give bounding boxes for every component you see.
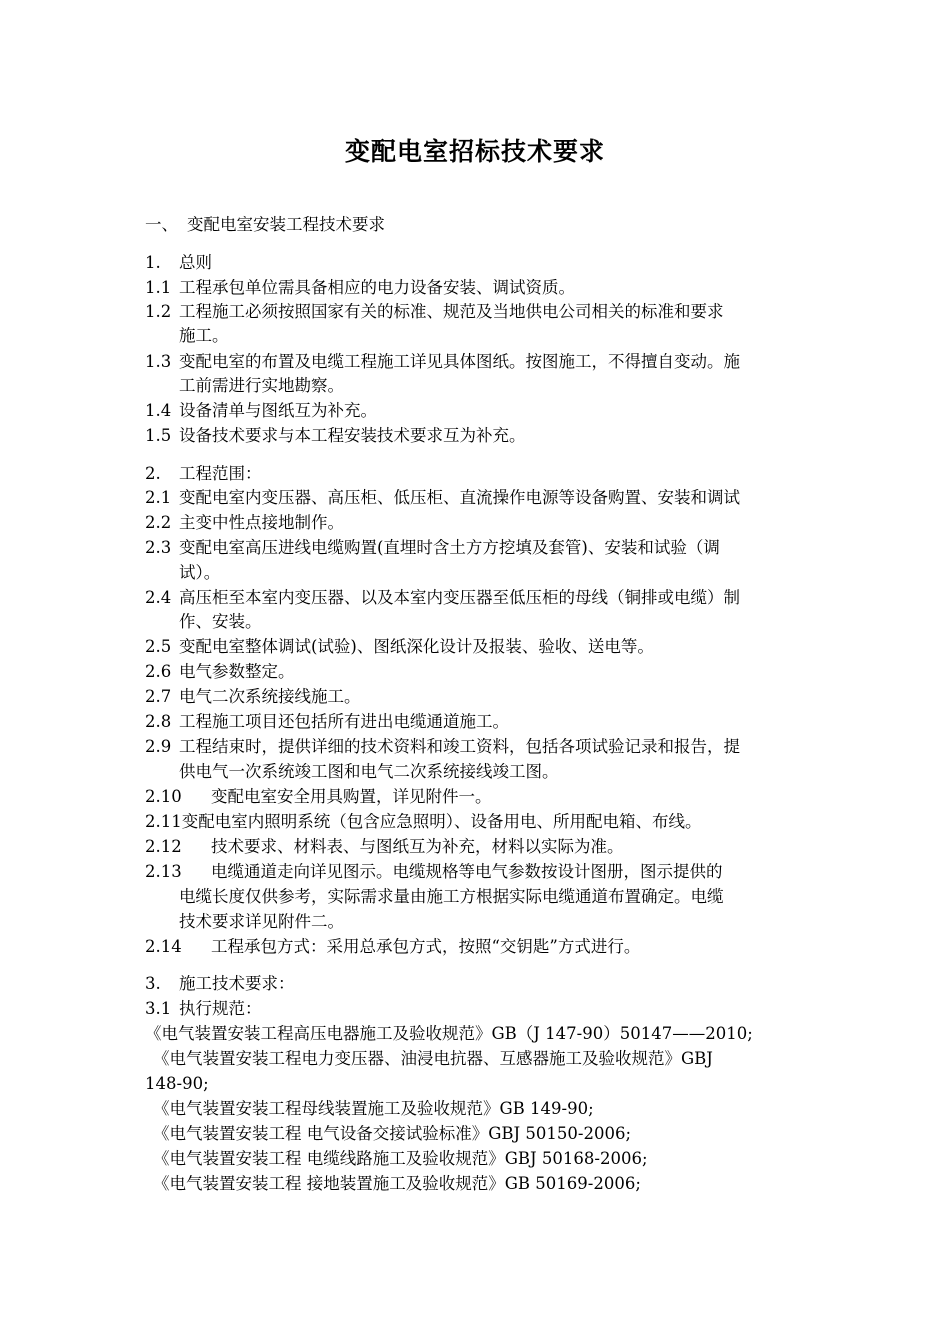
list-item: 2.10 变配电室安全用具购置，详见附件一。 xyxy=(145,787,492,806)
list-item-continuation: 施工。 xyxy=(179,326,229,345)
section-heading xyxy=(145,213,385,237)
list-item: 2.12 技术要求、材料表、与图纸互为补充，材料以实际为准。 xyxy=(145,837,624,856)
list-item: 1.1 工程承包单位需具备相应的电力设备安装、调试资质。 xyxy=(145,278,575,297)
section-title: 变配电室安装工程技术要求 xyxy=(187,215,385,234)
list-item: 1.2 工程施工必须按照国家有关的标准、规范及当地供电公司相关的标准和要求 xyxy=(145,302,724,321)
subsection-title: 工程范围： xyxy=(179,464,262,483)
list-item-continuation: 工前需进行实地勘察。 xyxy=(179,376,344,395)
list-item-continuation: 供电气一次系统竣工图和电气二次系统接线竣工图。 xyxy=(179,762,559,781)
list-item: 3.1 执行规范： xyxy=(145,999,262,1018)
subsection-title: 总则 xyxy=(179,253,212,272)
subsection-number: 2. xyxy=(145,464,161,483)
list-item-continuation: 试）。 xyxy=(179,563,221,582)
subsection-number: 1. xyxy=(145,253,161,272)
subsection-title: 施工技术要求： xyxy=(179,974,295,993)
list-item: 1.3 变配电室的布置及电缆工程施工详见具体图纸。按图施工，不得擅自变动。施 xyxy=(145,352,740,371)
subsection-heading xyxy=(145,462,262,486)
standard-reference: 《电气装置安装工程电力变压器、油浸电抗器、互感器施工及验收规范》GBJ xyxy=(153,1049,713,1068)
subsection-heading xyxy=(145,251,212,275)
list-item: 2.7 电气二次系统接线施工。 xyxy=(145,687,361,706)
standard-reference: 《电气装置安装工程母线装置施工及验收规范》GB 149-90; xyxy=(153,1099,594,1118)
page-title: 变配电室招标技术要求 xyxy=(344,137,605,166)
list-item: 1.4 设备清单与图纸互为补充。 xyxy=(145,401,377,420)
list-item: 2.4 高压柜至本室内变压器、以及本室内变压器至低压柜的母线（铜排或电缆）制 xyxy=(145,588,740,607)
list-item: 2.6 电气参数整定。 xyxy=(145,662,295,681)
subsection-heading xyxy=(145,972,295,996)
list-item: 2.3 变配电室高压进线电缆购置(直埋时含土方方挖填及套管)、安装和试验（调 xyxy=(145,538,720,557)
list-item: 2.1 变配电室内变压器、高压柜、低压柜、直流操作电源等设备购置、安装和调试 xyxy=(145,488,740,507)
standard-reference: 《电气装置安装工程 电缆线路施工及验收规范》GBJ 50168-2006; xyxy=(153,1149,648,1168)
standard-reference: 《电气装置安装工程 接地装置施工及验收规范》GB 50169-2006; xyxy=(153,1174,641,1193)
list-item: 2.13 电缆通道走向详见图示。电缆规格等电气参数按设计图册，图示提供的 xyxy=(145,862,723,881)
list-item: 2.14 工程承包方式：采用总承包方式，按照“交钥匙”方式进行。 xyxy=(145,937,641,956)
list-item: 1.5 设备技术要求与本工程安装技术要求互为补充。 xyxy=(145,426,526,445)
list-item: 2.8 工程施工项目还包括所有进出电缆通道施工。 xyxy=(145,712,509,731)
list-item-continuation: 电缆长度仅供参考，实际需求量由施工方根据实际电缆通道布置确定。电缆 xyxy=(179,887,724,906)
list-item: 2.11变配电室内照明系统（包含应急照明）、设备用电、所用配电箱、布线。 xyxy=(145,812,702,831)
standard-reference: 《电气装置安装工程 电气设备交接试验标准》GBJ 50150-2006; xyxy=(153,1124,632,1143)
standard-reference-continuation: 148-90; xyxy=(145,1074,209,1093)
list-item: 2.9 工程结束时，提供详细的技术资料和竣工资料，包括各项试验记录和报告，提 xyxy=(145,737,740,756)
subsection-number: 3. xyxy=(145,974,161,993)
list-item: 2.2 主变中性点接地制作。 xyxy=(145,513,344,532)
standard-reference: 《电气装置安装工程高压电器施工及验收规范》GB（J 147-90）50147——2010; xyxy=(145,1024,753,1043)
list-item-continuation: 技术要求详见附件二。 xyxy=(179,912,344,931)
list-item: 2.5 变配电室整体调试(试验)、图纸深化设计及报装、验收、送电等。 xyxy=(145,637,654,656)
list-item-continuation: 作、安装。 xyxy=(179,612,262,631)
section-number: 一、 xyxy=(145,215,178,234)
